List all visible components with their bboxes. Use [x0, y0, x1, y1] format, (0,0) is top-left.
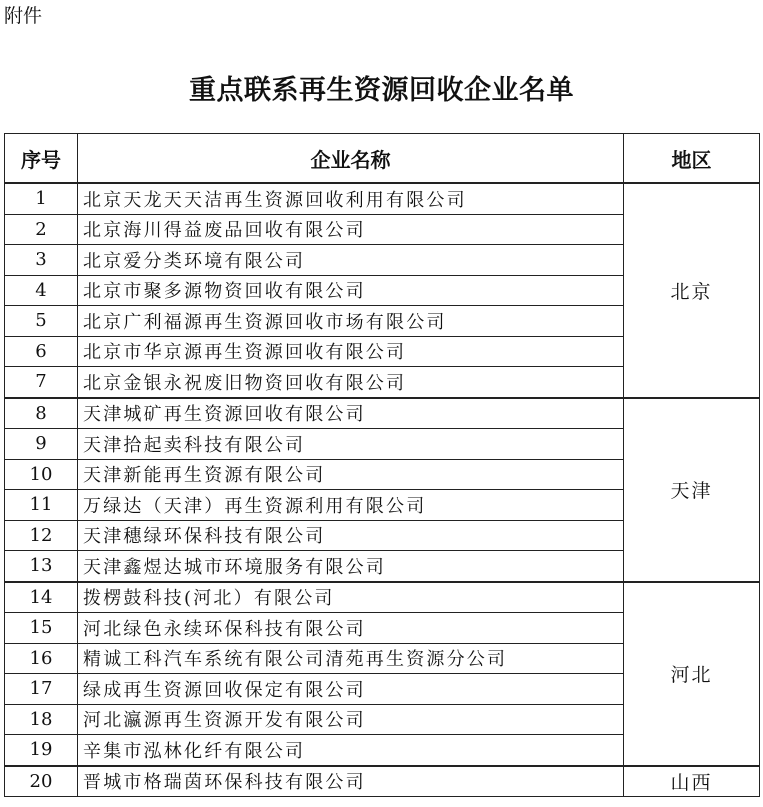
table-row	[5, 582, 760, 613]
row-index: 4	[5, 275, 78, 306]
region-cell: 北京	[624, 183, 760, 398]
row-company-name: 北京市聚多源物资回收有限公司	[78, 275, 624, 306]
document-title: 重点联系再生资源回收企业名单	[189, 75, 574, 106]
row-company-name: 北京广利福源再生资源回收市场有限公司	[78, 306, 624, 337]
row-index: 15	[5, 613, 78, 644]
row-company-name: 河北绿色永续环保科技有限公司	[78, 613, 624, 644]
row-company-name: 北京爱分类环境有限公司	[78, 245, 624, 276]
row-index: 8	[5, 398, 78, 429]
table-row	[5, 398, 760, 429]
row-company-name: 北京天龙天天洁再生资源回收利用有限公司	[78, 183, 624, 214]
table-header-row	[5, 134, 760, 184]
row-index: 18	[5, 704, 78, 735]
header-index: 序号	[5, 134, 78, 184]
row-index: 14	[5, 582, 78, 613]
row-index: 3	[5, 245, 78, 276]
region-cell: 天津	[624, 398, 760, 582]
row-index: 6	[5, 336, 78, 367]
row-index: 1	[5, 183, 78, 214]
row-company-name: 河北瀛源再生资源开发有限公司	[78, 704, 624, 735]
row-company-name: 天津城矿再生资源回收有限公司	[78, 398, 624, 429]
row-index: 20	[5, 766, 78, 797]
region-cell: 河北	[624, 582, 760, 766]
row-index: 11	[5, 490, 78, 521]
row-company-name: 天津穗绿环保科技有限公司	[78, 520, 624, 551]
row-index: 13	[5, 551, 78, 582]
header-region: 地区	[624, 134, 760, 184]
row-company-name: 晋城市格瑞茵环保科技有限公司	[78, 766, 624, 797]
row-index: 9	[5, 429, 78, 460]
region-cell: 山西	[624, 766, 760, 797]
enterprise-table	[4, 133, 760, 797]
row-index: 7	[5, 367, 78, 398]
row-company-name: 北京海川得益废品回收有限公司	[78, 214, 624, 245]
table-body	[5, 183, 760, 797]
row-company-name: 绿成再生资源回收保定有限公司	[78, 674, 624, 705]
row-index: 2	[5, 214, 78, 245]
row-index: 5	[5, 306, 78, 337]
row-index: 12	[5, 520, 78, 551]
row-company-name: 天津鑫煜达城市环境服务有限公司	[78, 551, 624, 582]
row-index: 17	[5, 674, 78, 705]
header-name: 企业名称	[78, 134, 624, 184]
table-row	[5, 766, 760, 797]
row-company-name: 精诚工科汽车系统有限公司清苑再生资源分公司	[78, 643, 624, 674]
row-company-name: 北京金银永祝废旧物资回收有限公司	[78, 367, 624, 398]
row-index: 16	[5, 643, 78, 674]
row-company-name: 北京市华京源再生资源回收有限公司	[78, 336, 624, 367]
row-company-name: 天津新能再生资源有限公司	[78, 459, 624, 490]
table-row	[5, 183, 760, 214]
row-company-name: 辛集市泓林化纤有限公司	[78, 735, 624, 766]
row-company-name: 拨楞鼓科技(河北）有限公司	[78, 582, 624, 613]
row-company-name: 天津拾起卖科技有限公司	[78, 429, 624, 460]
row-company-name: 万绿达（天津）再生资源利用有限公司	[78, 490, 624, 521]
row-index: 10	[5, 459, 78, 490]
row-index: 19	[5, 735, 78, 766]
attachment-label: 附件	[4, 5, 43, 27]
